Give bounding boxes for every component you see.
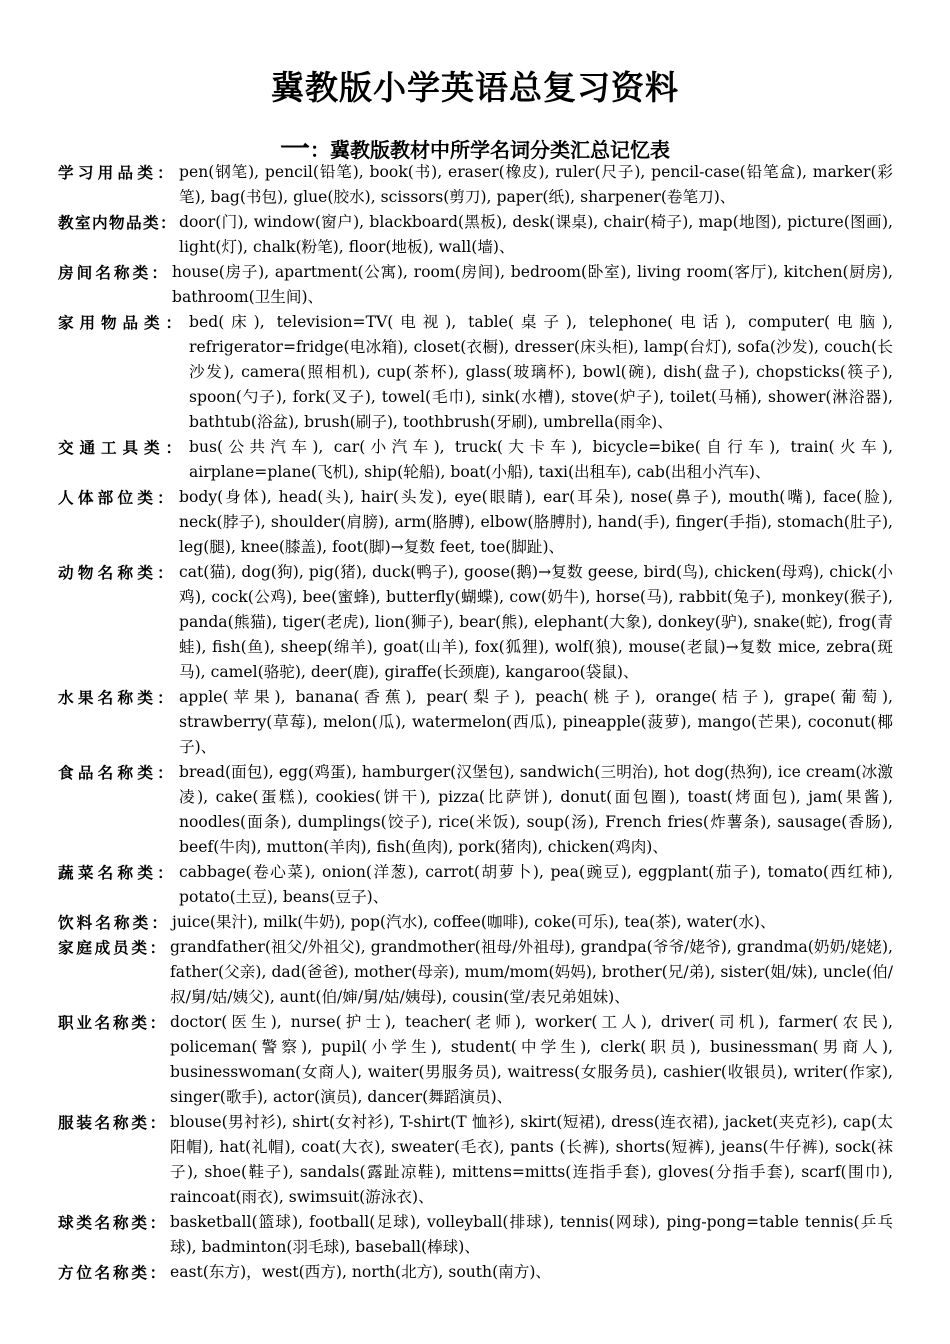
category-label: 人体部位类： [58,488,177,507]
category-words: house(房子), apartment(公寓), room(房间), bedroom(卧室), living room(客厅), kitchen(厨房), bathroom(卫生间)、 [172,263,893,306]
category-label: 教室内物品类： [58,213,177,232]
category-label: 蔬菜名称类： [58,863,177,882]
category-words: cabbage(卷心菜), onion(洋葱), carrot(胡萝卜), pea(豌豆), eggplant(茄子), tomato(西红柿), potato(土豆), beans(豆子)、 [179,863,893,906]
category-words: pen(钢笔), pencil(铅笔), book(书), eraser(橡皮), ruler(尺子), pencil-case(铅笔盒), marker(彩笔), bag(书包), glue(胶水), scissors(剪刀), paper(纸), sharpener(卷笔刀)、 [179,163,893,206]
category-label: 水果名称类： [58,688,177,707]
category-label: 学习用品类： [58,163,177,182]
category-entry [58,260,893,310]
category-words: door(门), window(窗户), blackboard(黑板), desk(课桌), chair(椅子), map(地图), picture(图画), light(灯), chalk(粉笔), floor(地板), wall(墙)、 [179,213,893,256]
category-entry [58,310,893,435]
category-words: cat(猫), dog(狗), pig(猪), duck(鸭子), goose(鹅)→复数 geese, bird(鸟), chicken(母鸡), chick(小鸡), cock(公鸡), bee(蜜蜂), butterfly(蝴蝶), cow(奶牛), horse(马), rabbit(兔子), monkey(猴子), panda(熊猫), tiger(老虎), lion(狮子), bear(熊), elephant(大象), donkey(驴), snake(蛇), frog(青蛙), fish(鱼), sheep(绵羊), goat(山羊), fox(狐狸), wolf(狼), mouse(老鼠)→复数 mice, zebra(斑马), camel(骆驼), deer(鹿), giraffe(长颈鹿), kangaroo(袋鼠)、 [179,563,893,681]
category-label: 家庭成员类： [58,938,168,957]
category-entry [58,935,893,1010]
category-words: doctor(医生), nurse(护士), teacher(老师), worker(工人), driver(司机), farmer(农民), policeman(警察), pupil(小学生), student(中学生), clerk(职员), businessman(男商人), businesswoman(女商人), waiter(男服务员), waitress(女服务员), cashier(收银员), writer(作家), singer(歌手), actor(演员), dancer(舞蹈演员)、 [170,1013,893,1106]
category-entry [58,1110,893,1210]
category-entry [58,910,893,935]
vocabulary-list [58,160,893,1285]
category-words: basketball(篮球), football(足球), volleyball(排球), tennis(网球), ping-pong=table tennis(乒乓球), badminton(羽毛球), baseball(棒球)、 [170,1213,893,1256]
category-label: 方位名称类： [58,1263,168,1282]
category-entry [58,1210,893,1260]
category-words: bed(床), television=TV(电视), table(桌子), telephone(电话), computer(电脑), refrigerator=fridge(电冰箱), closet(衣橱), dresser(床头柜), lamp(台灯), sofa(沙发), couch(长沙发), camera(照相机), cup(茶杯), glass(玻璃杯), bowl(碗), dish(盘子), chopsticks(筷子), spoon(勺子), fork(叉子), towel(毛巾), sink(水槽), stove(炉子), toilet(马桶), shower(淋浴器), bathtub(浴盆), brush(刷子), toothbrush(牙刷), umbrella(雨伞)、 [189,313,893,431]
category-words: bread(面包), egg(鸡蛋), hamburger(汉堡包), sandwich(三明治), hot dog(热狗), ice cream(冰激凌), cake(蛋糕), cookies(饼干), pizza(比萨饼), donut(面包圈), toast(烤面包), jam(果酱), noodles(面条), dumplings(饺子), rice(米饭), soup(汤), French fries(炸薯条), sausage(香肠), beef(牛肉), mutton(羊肉), fish(鱼肉), pork(猪肉), chicken(鸡肉)、 [179,763,893,856]
category-label: 职业名称类： [58,1013,168,1032]
section-number: 一 [280,132,310,167]
category-words: juice(果汁), milk(牛奶), pop(汽水), coffee(咖啡), coke(可乐), tea(茶), water(水)、 [172,913,776,931]
category-words: east(东方)，west(西方), north(北方), south(南方)、 [170,1263,552,1281]
category-words: bus(公共汽车), car(小汽车), truck(大卡车), bicycle=bike(自行车), train(火车), airplane=plane(飞机), ship(轮船), boat(小船), taxi(出租车), cab(出租小汽车)、 [189,438,893,481]
category-entry [58,760,893,860]
category-label: 交通工具类： [58,438,187,457]
category-entry [58,560,893,685]
category-label: 食品名称类： [58,763,177,782]
category-words: apple(苹果), banana(香蕉), pear(梨子), peach(桃子), orange(桔子), grape(葡萄), strawberry(草莓), melon(瓜), watermelon(西瓜), pineapple(菠萝), mango(芒果), coconut(椰子)、 [179,688,893,756]
category-label: 球类名称类： [58,1213,168,1232]
category-entry [58,1260,893,1285]
category-entry [58,485,893,560]
category-entry [58,210,893,260]
category-entry [58,435,893,485]
category-label: 服装名称类： [58,1113,168,1132]
category-words: body(身体), head(头), hair(头发), eye(眼睛), ear(耳朵), nose(鼻子), mouth(嘴), face(脸), neck(脖子), shoulder(肩膀), arm(胳膊), elbow(胳膊肘), hand(手), finger(手指), stomach(肚子), leg(腿), knee(膝盖), foot(脚)→复数 feet, toe(脚趾)、 [179,488,893,556]
category-words: blouse(男衬衫), shirt(女衬衫), T-shirt(T 恤衫), skirt(短裙), dress(连衣裙), jacket(夹克衫), cap(太阳帽), hat(礼帽), coat(大衣), sweater(毛衣), pants (长裤), shorts(短裤), jeans(牛仔裤), sock(袜子), shoe(鞋子), sandals(露趾凉鞋), mittens=mitts(连指手套), gloves(分指手套), scarf(围巾), raincoat(雨衣), swimsuit(游泳衣)、 [170,1113,893,1206]
document-title: 冀教版小学英语总复习资料 [271,68,679,107]
category-label: 家用物品类： [58,313,187,332]
category-entry [58,685,893,760]
category-words: grandfather(祖父/外祖父), grandmother(祖母/外祖母), grandpa(爷爷/姥爷), grandma(奶奶/姥姥), father(父亲), dad(爸爸), mother(母亲), mum/mom(妈妈), brother(兄/弟), sister(姐/妹), uncle(伯/叔/舅/姑/姨父), aunt(伯/婶/舅/姑/姨母), cousin(堂/表兄弟姐妹)、 [170,938,893,1006]
category-label: 饮料名称类： [58,913,170,932]
category-entry [58,860,893,910]
category-entry [58,160,893,210]
category-label: 房间名称类： [58,263,170,282]
section-title: ：冀教版教材中所学名词分类汇总记忆表 [310,138,670,162]
category-label: 动物名称类： [58,563,177,582]
category-entry [58,1010,893,1110]
